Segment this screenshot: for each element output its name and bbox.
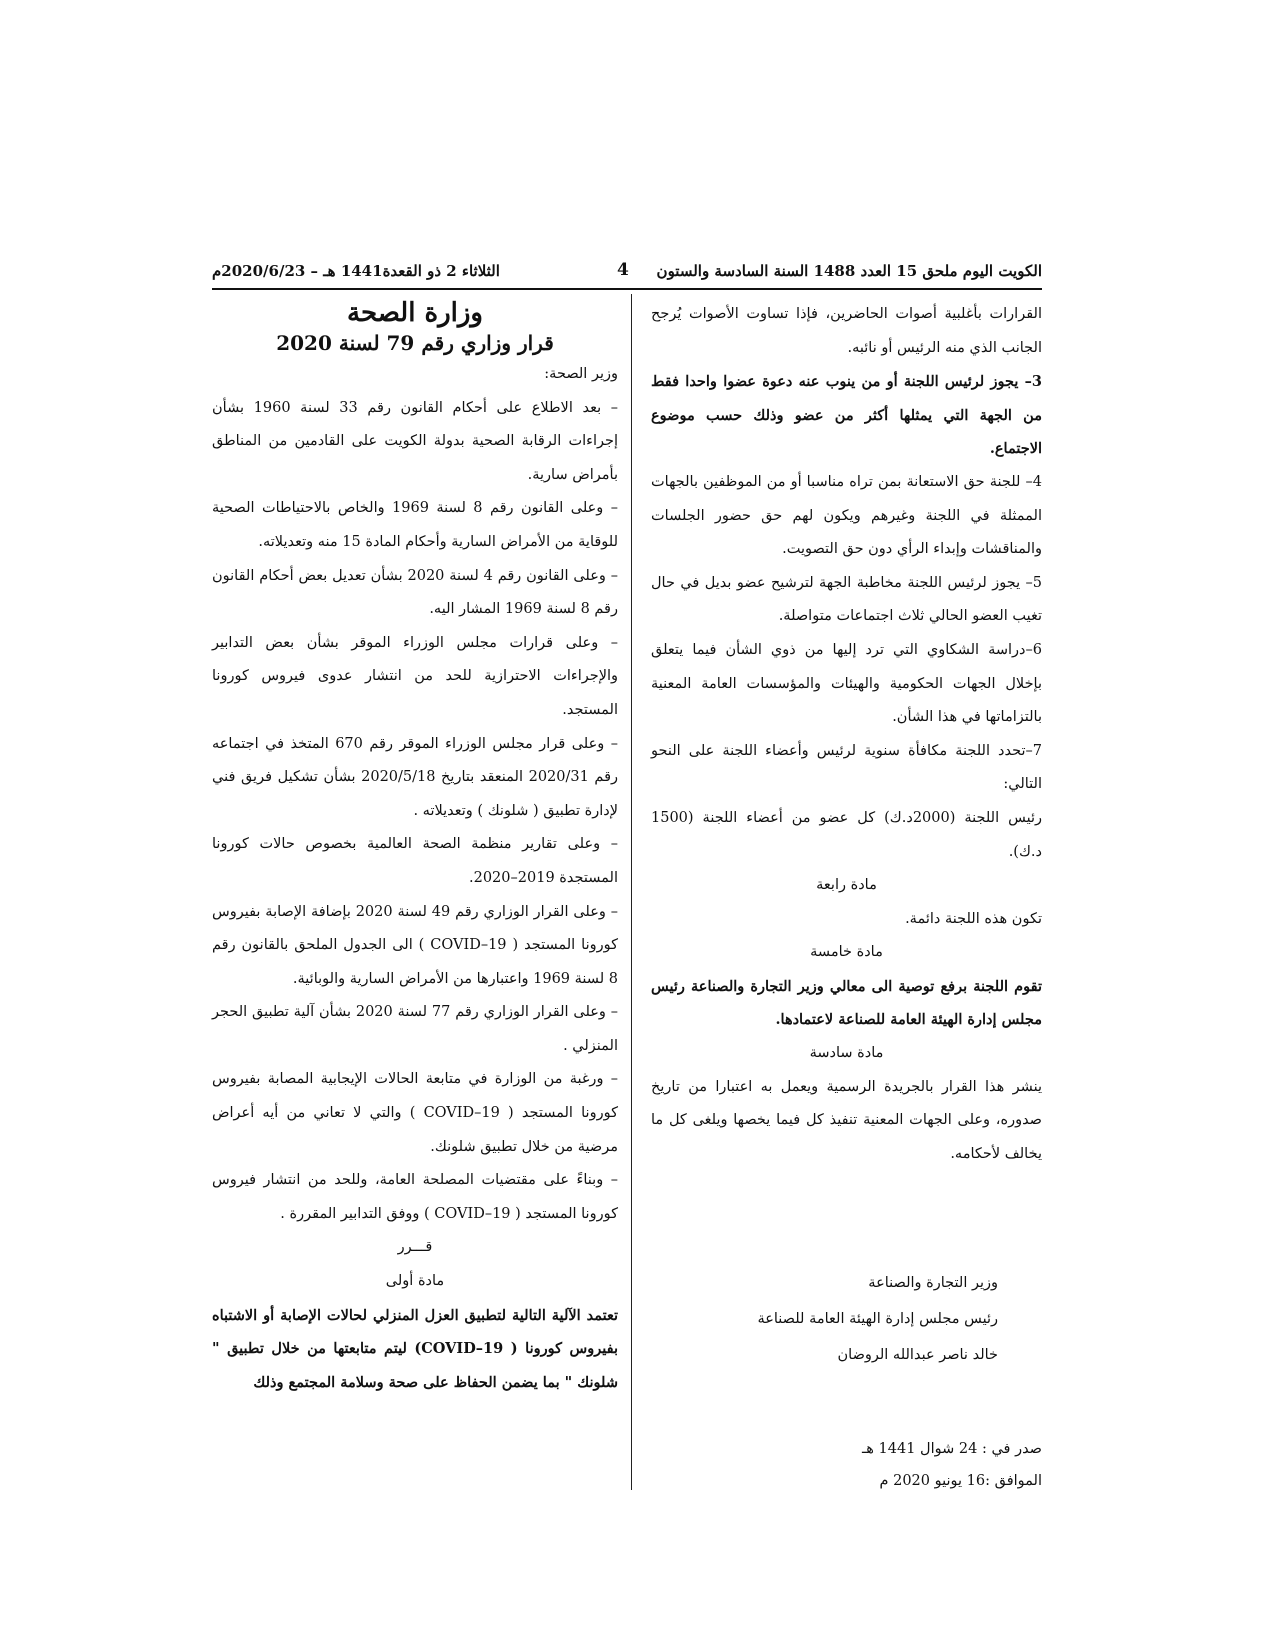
left-column: [212, 298, 618, 1399]
preamble-clause: – بعد الاطلاع على أحكام القانون رقم 33 لسنة 1960 بشأن إجراءات الرقابة الصحية بدولة الكويت على القادمين من المناطق بأمراض سارية.: [212, 399, 618, 483]
preamble-clause: – وعلى القرار الوزاري رقم 49 لسنة 2020 بإضافة الإصابة بفيروس كورونا المستجد ( COVID–19 ) الى الجدول الملحق بالقانون رقم 8 لسنة 1969 واعتبارها من الأمراض السارية والوبائية.: [212, 903, 618, 987]
issued-gregorian: الموافق :16 يونيو 2020 م: [879, 1473, 1042, 1490]
clause-7: 7–تحدد اللجنة مكافأة سنوية لرئيس وأعضاء اللجنة على النحو التالي:: [651, 742, 1042, 793]
article-4-title: مادة رابعة: [816, 877, 877, 894]
page-header: [212, 258, 1042, 284]
clause-4: 4– للجنة حق الاستعانة بمن تراه مناسبا أو من الموظفين بالجهات الممثلة في اللجنة وغيرهم ويكون لهم حق حضور الجلسات والمناقشات وإبداء الرأي دون حق التصويت.: [651, 473, 1042, 558]
clause-continuation: القرارات بأغلبية أصوات الحاضرين، فإذا تساوت الأصوات يُرجح الجانب الذي منه الرئيس أو نائبه.: [651, 306, 1042, 356]
header-date: الثلاثاء 2 ذو القعدة1441 هـ – 2020/6/23م: [212, 262, 500, 280]
column-divider: [631, 294, 632, 1490]
decided-heading: قـــرر: [397, 1239, 433, 1256]
minister-line: وزير الصحة:: [544, 366, 618, 382]
article-1-title: مادة أولى: [385, 1273, 445, 1290]
clause-7-amounts: رئيس اللجنة (2000د.ك) كل عضو من أعضاء اللجنة (1500 د.ك).: [651, 809, 1043, 860]
article-1-text: تعتمد الآلية التالية لتطبيق العزل المنزلي لحالات الإصابة أو الاشتباه بفيروس كورونا ( COVID–19) ليتم متابعتها من خلال تطبيق " شلونك " بما يضمن الحفاظ على صحة وسلامة المجتمع وذلك: [212, 1306, 618, 1391]
article-5-text: تقوم اللجنة برفع توصية الى معالي وزير التجارة والصناعة رئيس مجلس إدارة الهيئة العامة للصناعة لاعتمادها.: [651, 977, 1042, 1029]
preamble-clause: – وعلى القانون رقم 8 لسنة 1969 والخاص بالاحتياطات الصحية للوقاية من الأمراض السارية وأحكام المادة 15 منه وتعديلاته.: [212, 500, 618, 550]
preamble-clause: – وعلى قرارات مجلس الوزراء الموقر بشأن بعض التدابير والإجراءات الاحترازية للحد من انتشار عدوى فيروس كورونا المستجد.: [212, 634, 618, 718]
header-divider: [212, 288, 1042, 290]
preamble-clause: – وبناءً على مقتضيات المصلحة العامة، وللحد من انتشار فيروس كورونا المستجد ( COVID–19 ) ووفق التدابير المقررة .: [212, 1172, 618, 1222]
ministry-title: وزارة الصحة: [347, 298, 483, 328]
preamble-clause: – ورغبة من الوزارة في متابعة الحالات الإيجابية المصابة بفيروس كورونا المستجد ( COVID–19 ) والتي لا تعاني من أيه أعراض مرضية من خلال تطبيق شلونك.: [212, 1071, 618, 1155]
preamble-clause: – وعلى تقارير منظمة الصحة العالمية بخصوص حالات كورونا المستجدة 2019–2020.: [212, 836, 618, 886]
preamble-clause: – وعلى قرار مجلس الوزراء الموقر رقم 670 المتخذ في اجتماعه رقم 2020/31 المنعقد بتاريخ 2020/5/18 بشأن تشكيل فريق فني لإدارة تطبيق ( شلونك ) وتعديلاته .: [212, 735, 619, 819]
article-6-text: ينشر هذا القرار بالجريدة الرسمية ويعمل به اعتبارا من تاريخ صدوره، وعلى الجهات المعنية تنفيذ كل فيما يخصها ويلغى كل ما يخالف لأحكامه.: [651, 1078, 1042, 1162]
decree-title: قرار وزاري رقم 79 لسنة 2020: [276, 331, 554, 355]
issue-date-block: [651, 1433, 1042, 1497]
clause-5: 5– يجوز لرئيس اللجنة مخاطبة الجهة لترشيح عضو بديل في حال تغيب العضو الحالي ثلاث اجتماعات متواصلة.: [651, 574, 1042, 625]
article-5-title: مادة خامسة: [810, 944, 883, 961]
article-6-title: مادة سادسة: [809, 1045, 884, 1062]
clause-6: 6–دراسة الشكاوي التي ترد إليها من ذوي الشأن فيما يتعلق بإخلال الجهات الحكومية والهيئات والمؤسسات العامة المعنية بالتزاماتها في هذا الشأن.: [651, 641, 1042, 726]
clause-3: 3– يجوز لرئيس اللجنة أو من ينوب عنه دعوة عضوا واحدا فقط من الجهة التي يمثلها أكثر من عضو وذلك حسب موضوع الاجتماع.: [651, 373, 1042, 458]
signature-block: [651, 1265, 1042, 1373]
preamble-clause: – وعلى القانون رقم 4 لسنة 2020 بشأن تعديل بعض أحكام القانون رقم 8 لسنة 1969 المشار اليه.: [212, 567, 618, 618]
right-column: [651, 298, 1042, 1497]
signature-name: خالد ناصر عبدالله الروضان: [837, 1347, 998, 1364]
header-page-number: 4: [617, 260, 629, 280]
issued-hijri: صدر في : 24 شوال 1441 هـ: [862, 1441, 1042, 1458]
signature-title: وزير التجارة والصناعة: [868, 1275, 998, 1292]
preamble-clause: – وعلى القرار الوزاري رقم 77 لسنة 2020 بشأن آلية تطبيق الحجر المنزلي .: [212, 1004, 618, 1054]
article-4-text: تكون هذه اللجنة دائمة.: [905, 910, 1042, 927]
signature-role: رئيس مجلس إدارة الهيئة العامة للصناعة: [757, 1311, 998, 1328]
header-issue-info: الكويت اليوم ملحق 15 العدد 1488 السنة السادسة والستون: [656, 262, 1042, 280]
